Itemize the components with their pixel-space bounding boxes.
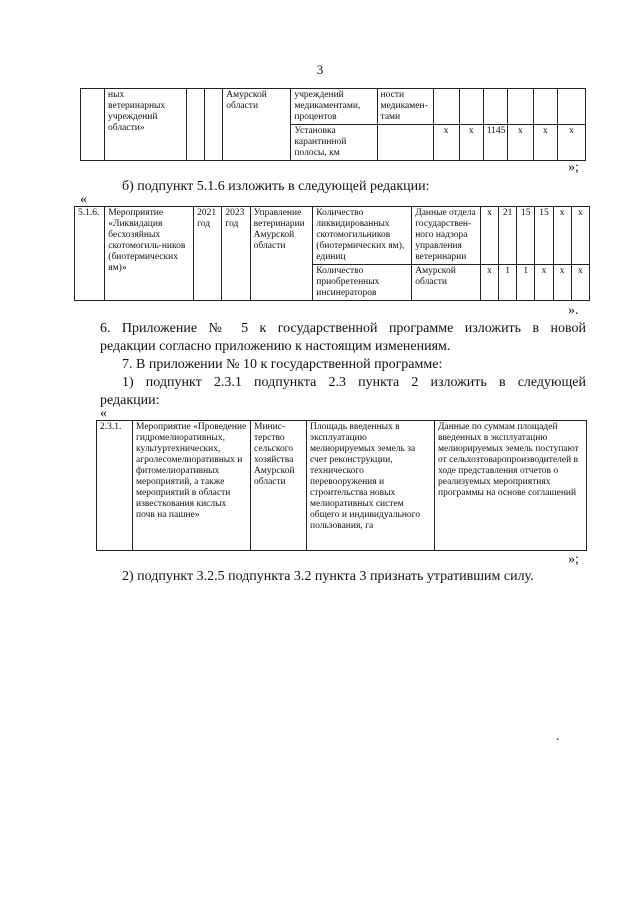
value-cell: 1 bbox=[499, 265, 517, 301]
value-cell: х bbox=[571, 265, 589, 301]
paragraph-6-line2: редакции согласно приложению к настоящим изменениям. bbox=[100, 339, 451, 354]
page-number: 3 bbox=[316, 62, 324, 77]
value-cell: х bbox=[553, 265, 571, 301]
value-cell: х bbox=[480, 207, 498, 265]
number-cell: 5.1.6. bbox=[75, 207, 105, 301]
paragraph-6-line1: 6. Приложение № 5 к государственной программе изложить в новой bbox=[100, 321, 586, 336]
closing-quote: »; bbox=[568, 160, 579, 175]
number-cell: 2.3.1. bbox=[97, 421, 133, 551]
paragraph-7: 7. В приложении № 10 к государственной программе: bbox=[122, 357, 443, 372]
source-cell: ности медикамен-тами bbox=[377, 89, 433, 125]
value-cell: х bbox=[459, 125, 483, 161]
opening-quote: « bbox=[100, 406, 107, 421]
indicator-cell: учреждений медикаментами, процентов bbox=[291, 89, 377, 125]
measure-name-cell: Мероприятие «Проведение гидромелиоративных, культуртехнических, агролесомелиоративных и фитомелиоративных мероприятий, а также мероприятий в области известкования кислых почв на пашне» bbox=[133, 421, 251, 551]
year-end-cell: 2023 год bbox=[222, 207, 250, 301]
value-cell: х bbox=[533, 125, 557, 161]
table-cell bbox=[507, 89, 533, 125]
paragraph-2: 2) подпункт 3.2.5 подпункта 3.2 пункта 3 признать утратившим силу. bbox=[122, 569, 534, 584]
executor-cell: Управление ветеринарии Амурской области bbox=[250, 207, 313, 301]
source-cell: Данные отдела государствен-ного надзора управления ветеринарии bbox=[412, 207, 481, 265]
indicator-cell: Количество приобретенных инсинераторов bbox=[313, 265, 412, 301]
value-cell: 21 bbox=[499, 207, 517, 265]
footer-mark: . bbox=[556, 729, 560, 744]
table-cell bbox=[187, 89, 205, 161]
table-5-1-6 bbox=[74, 206, 590, 301]
table-cell bbox=[557, 89, 585, 125]
executor-cell: Амурской области bbox=[223, 89, 291, 161]
table-continuation bbox=[80, 88, 586, 161]
closing-quote: »; bbox=[568, 552, 579, 567]
value-cell: х bbox=[571, 207, 589, 265]
table-cell bbox=[377, 125, 433, 161]
paragraph-b: б) подпункт 5.1.6 изложить в следующей редакции: bbox=[122, 179, 430, 194]
executor-cell: Минис-терство сельского хозяйства Амурской области bbox=[251, 421, 307, 551]
value-cell: х bbox=[557, 125, 585, 161]
table-cell bbox=[459, 89, 483, 125]
indicator-cell: Площадь введенных в эксплуатацию мелиорируемых земель за счет реконструкции, технического перевооружения и строительства новых мелиоративных систем общего и индивидуального пользования, га bbox=[307, 421, 435, 551]
closing-quote: ». bbox=[568, 303, 579, 318]
table-cell bbox=[483, 89, 507, 125]
table-cell bbox=[205, 89, 223, 161]
table-2-3-1 bbox=[96, 420, 587, 551]
measure-name-cell: Мероприятие «Ликвидация бесхозяйных скотомогиль-ников (биотермических ям)» bbox=[105, 207, 194, 301]
value-cell: х bbox=[433, 125, 459, 161]
table-cell bbox=[433, 89, 459, 125]
value-cell: 15 bbox=[517, 207, 535, 265]
value-cell: 1 bbox=[517, 265, 535, 301]
table-cell bbox=[81, 89, 105, 161]
value-cell: х bbox=[535, 265, 553, 301]
value-cell: х bbox=[480, 265, 498, 301]
value-cell: х bbox=[553, 207, 571, 265]
source-cell: Амурской области bbox=[412, 265, 481, 301]
value-cell: х bbox=[507, 125, 533, 161]
indicator-cell: Установка карантинной полосы, км bbox=[291, 125, 377, 161]
paragraph-7-1-line2: редакции: bbox=[100, 393, 160, 408]
indicator-cell: Количество ликвидированных скотомогильников (биотермических ям), единиц bbox=[313, 207, 412, 265]
value-cell: 15 bbox=[535, 207, 553, 265]
year-start-cell: 2021 год bbox=[194, 207, 222, 301]
source-cell: Данные по суммам площадей введенных в эксплуатацию мелиорируемых земель поступают от сельхозтоваропроизводителей в ходе представления отчетов о реализуемых мероприятиях программы на основе соглашений bbox=[435, 421, 587, 551]
paragraph-7-1-line1: 1) подпункт 2.3.1 подпункта 2.3 пункта 2 изложить в следующей bbox=[122, 375, 586, 390]
table-cell bbox=[533, 89, 557, 125]
value-cell: 1145 bbox=[483, 125, 507, 161]
opening-quote: « bbox=[80, 192, 87, 207]
measure-name-cell: ных ветеринарных учреждений области» bbox=[105, 89, 187, 161]
